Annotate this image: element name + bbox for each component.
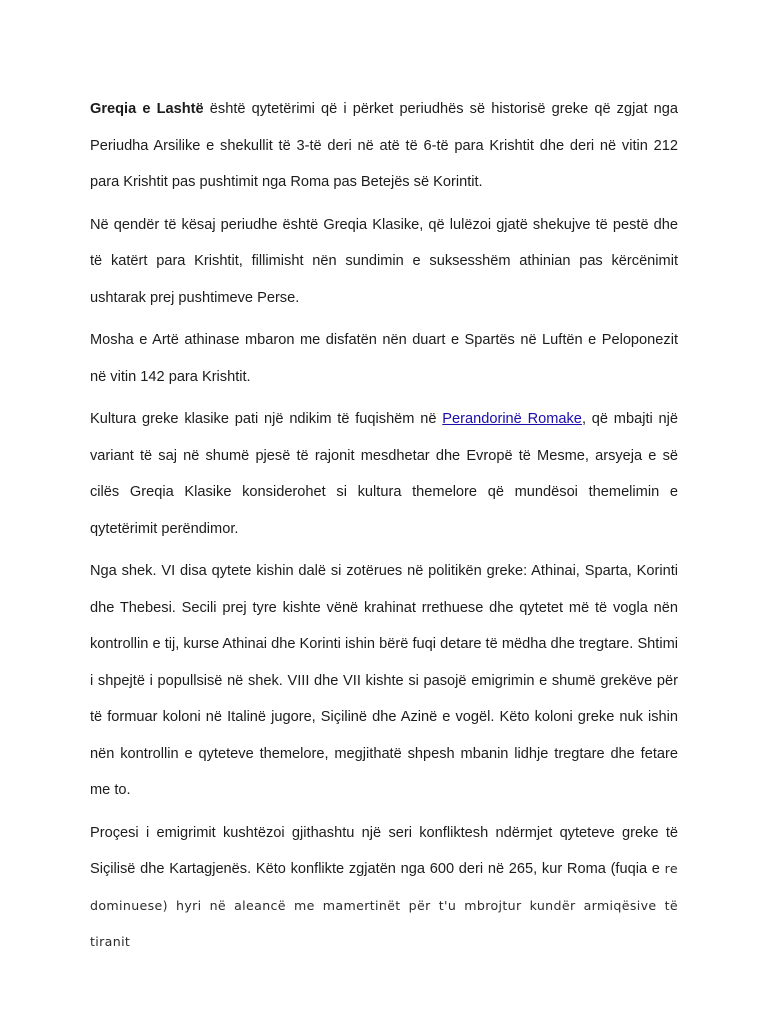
paragraph-1-bold-lead: Greqia e Lashtë bbox=[90, 101, 204, 117]
paragraph-5 bbox=[90, 553, 678, 809]
paragraph-3 bbox=[90, 322, 678, 395]
paragraph-4 bbox=[90, 401, 678, 547]
perandorine-romake-link[interactable]: Perandorinë Romake bbox=[442, 411, 582, 427]
paragraph-4-text-before: Kultura greke klasike pati një ndikim të fuqishëm në bbox=[90, 411, 443, 427]
paragraph-5-text: Nga shek. VI disa qytete kishin dalë si zotërues në politikën greke: Athinai, Sparta, Korinti dhe Thebesi. Secili prej tyre kishte vënë krahinat rrethuese dhe qytetet më të vogla nën kontrollin e tij, kurse Athinai dhe Korinti ishin bërë fuqi detare të mëdha dhe tregtare. Shtimi i shpejtë i popullsisë në shek. VIII dhe VII kishte si pasojë emigrimin e shumë grekëve për të formuar koloni në Italinë jugore, Siçilinë dhe Azinë e vogël. Këto koloni greke nuk ishin nën kontrollin e qyteteve themelore, megjithatë shpesh mbanin lidhje tregtare dhe fetare me to. bbox=[90, 563, 678, 798]
document-page bbox=[90, 91, 678, 961]
paragraph-6-text: Proçesi i emigrimit kushtëzoi gjithashtu një seri konfliktesh ndërmjet qyteteve greke të Siçilisë dhe Kartagjenës. Këto konflikte zgjatën nga 600 deri në 265, kur Roma (fuqia e bbox=[90, 824, 678, 877]
paragraph-2-text: Në qendër të kësaj periudhe është Greqia Klasike, që lulëzoi gjatë shekujve të pestë dhe të katërt para Krishtit, fillimisht nën sundimin e suksesshëm athinian pas kërcënimit ushtarak prej pushtimeve Perse. bbox=[90, 216, 678, 306]
paragraph-6-tail-text: re dominuese) hyri në aleancë me mamertinët për t'u mbrojtur kundër armiqësive të tiranit bbox=[90, 861, 678, 949]
paragraph-1-text: është qytetërimi që i përket periudhës së historisë greke që zgjat nga Periudha Arsilike e shekullit të 3-të deri në atë të 6-të para Krishtit dhe deri në vitin 212 para Krishtit pas pushtimit nga Roma pas Betejës së Korintit. bbox=[90, 101, 678, 190]
paragraph-3-text: Mosha e Artë athinase mbaron me disfatën nën duart e Spartës në Luftën e Peloponezit në vitin 142 para Krishtit. bbox=[90, 332, 678, 385]
paragraph-4-text-after: , që mbajti një variant të saj në shumë pjesë të rajonit mesdhetar dhe Evropë të Mesme, arsyeja e së cilës Greqia Klasike konsiderohet si kultura themelore që mundësoi themelimin e qytetërimit perëndimor. bbox=[90, 411, 679, 537]
paragraph-6 bbox=[90, 815, 678, 961]
paragraph-2 bbox=[90, 207, 678, 317]
paragraph-1 bbox=[90, 91, 678, 201]
